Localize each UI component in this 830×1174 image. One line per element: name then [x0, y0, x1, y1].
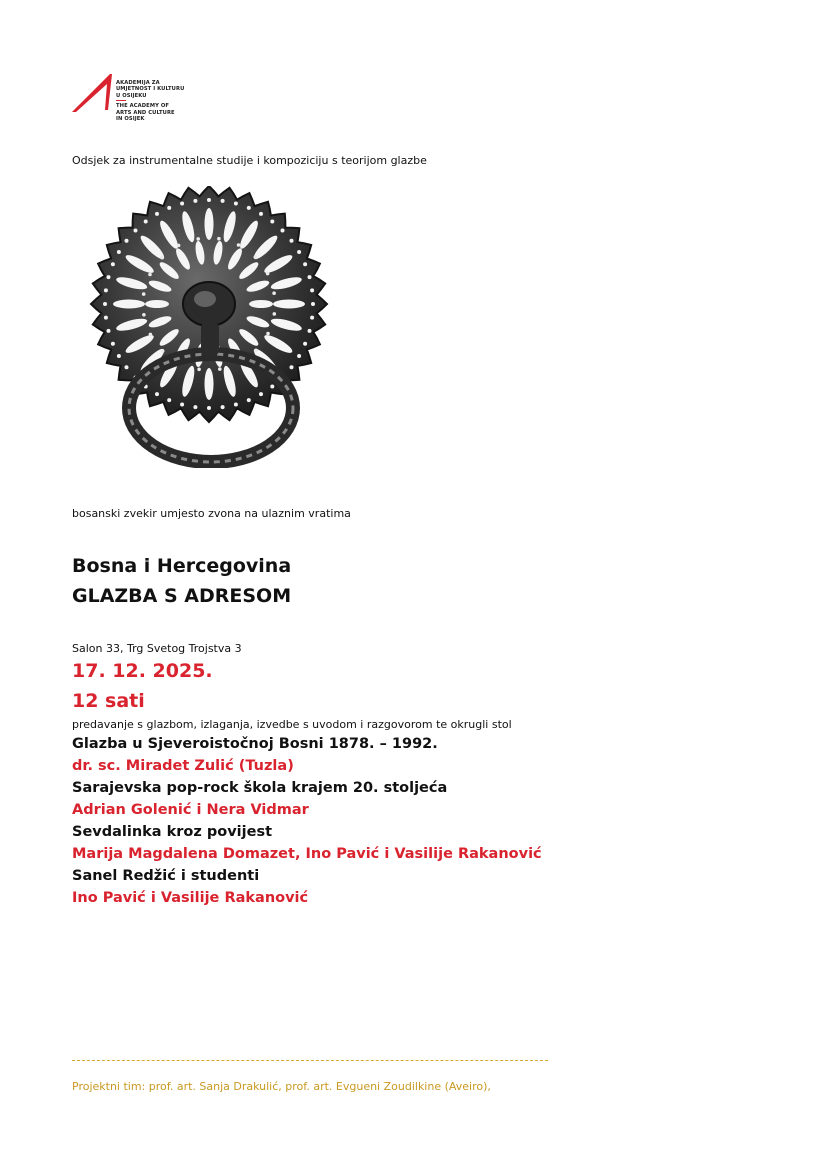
event-venue: Salon 33, Trg Svetog Trojstva 3 [72, 642, 242, 655]
event-date: 17. 12. 2025. [72, 660, 213, 682]
logo-rule [116, 100, 126, 101]
event-title-main: GLAZBA S ADRESOM [72, 585, 292, 607]
logo-line: AKADEMIJA ZA [116, 80, 160, 86]
event-description: predavanje s glazbom, izlaganja, izvedbe s uvodom i razgovorom te okrugli stol [72, 718, 512, 731]
image-caption: bosanski zvekir umjesto zvona na ulaznim vratima [72, 507, 351, 520]
program-topic: Sanel Redžić i studenti [72, 868, 260, 884]
logo-line: IN OSIJEK [116, 116, 145, 123]
project-team: Projektni tim: prof. art. Sanja Drakulić, prof. art. Evgueni Zoudilkine (Aveiro), [72, 1080, 491, 1093]
event-time: 12 sati [72, 690, 145, 712]
department-name: Odsjek za instrumentalne studije i kompoziciju s teorijom glazbe [72, 154, 427, 167]
event-title-region: Bosna i Hercegovina [72, 555, 292, 577]
logo-line: UMJETNOST I KULTURU [116, 86, 185, 93]
academy-a-icon [70, 70, 116, 116]
logo-line: U OSIJEKU [116, 92, 147, 99]
logo-text [116, 80, 184, 122]
program-presenter: Adrian Golenić i Nera Vidmar [72, 802, 309, 818]
academy-logo [70, 70, 190, 142]
footer-divider [72, 1060, 548, 1061]
logo-line: THE ACADEMY OF [116, 103, 169, 110]
door-knocker-icon [86, 186, 332, 468]
program-presenter: dr. sc. Miradet Zulić (Tuzla) [72, 758, 294, 774]
program-topic: Sarajevska pop-rock škola krajem 20. stoljeća [72, 780, 448, 796]
logo-line: ARTS AND CULTURE [116, 109, 175, 116]
program-topic: Sevdalinka kroz povijest [72, 824, 273, 840]
program-topic: Glazba u Sjeveroistočnoj Bosni 1878. – 1992. [72, 736, 438, 752]
program-presenter: Ino Pavić i Vasilije Rakanović [72, 890, 309, 906]
program-presenter: Marija Magdalena Domazet, Ino Pavić i Vasilije Rakanović [72, 846, 542, 862]
